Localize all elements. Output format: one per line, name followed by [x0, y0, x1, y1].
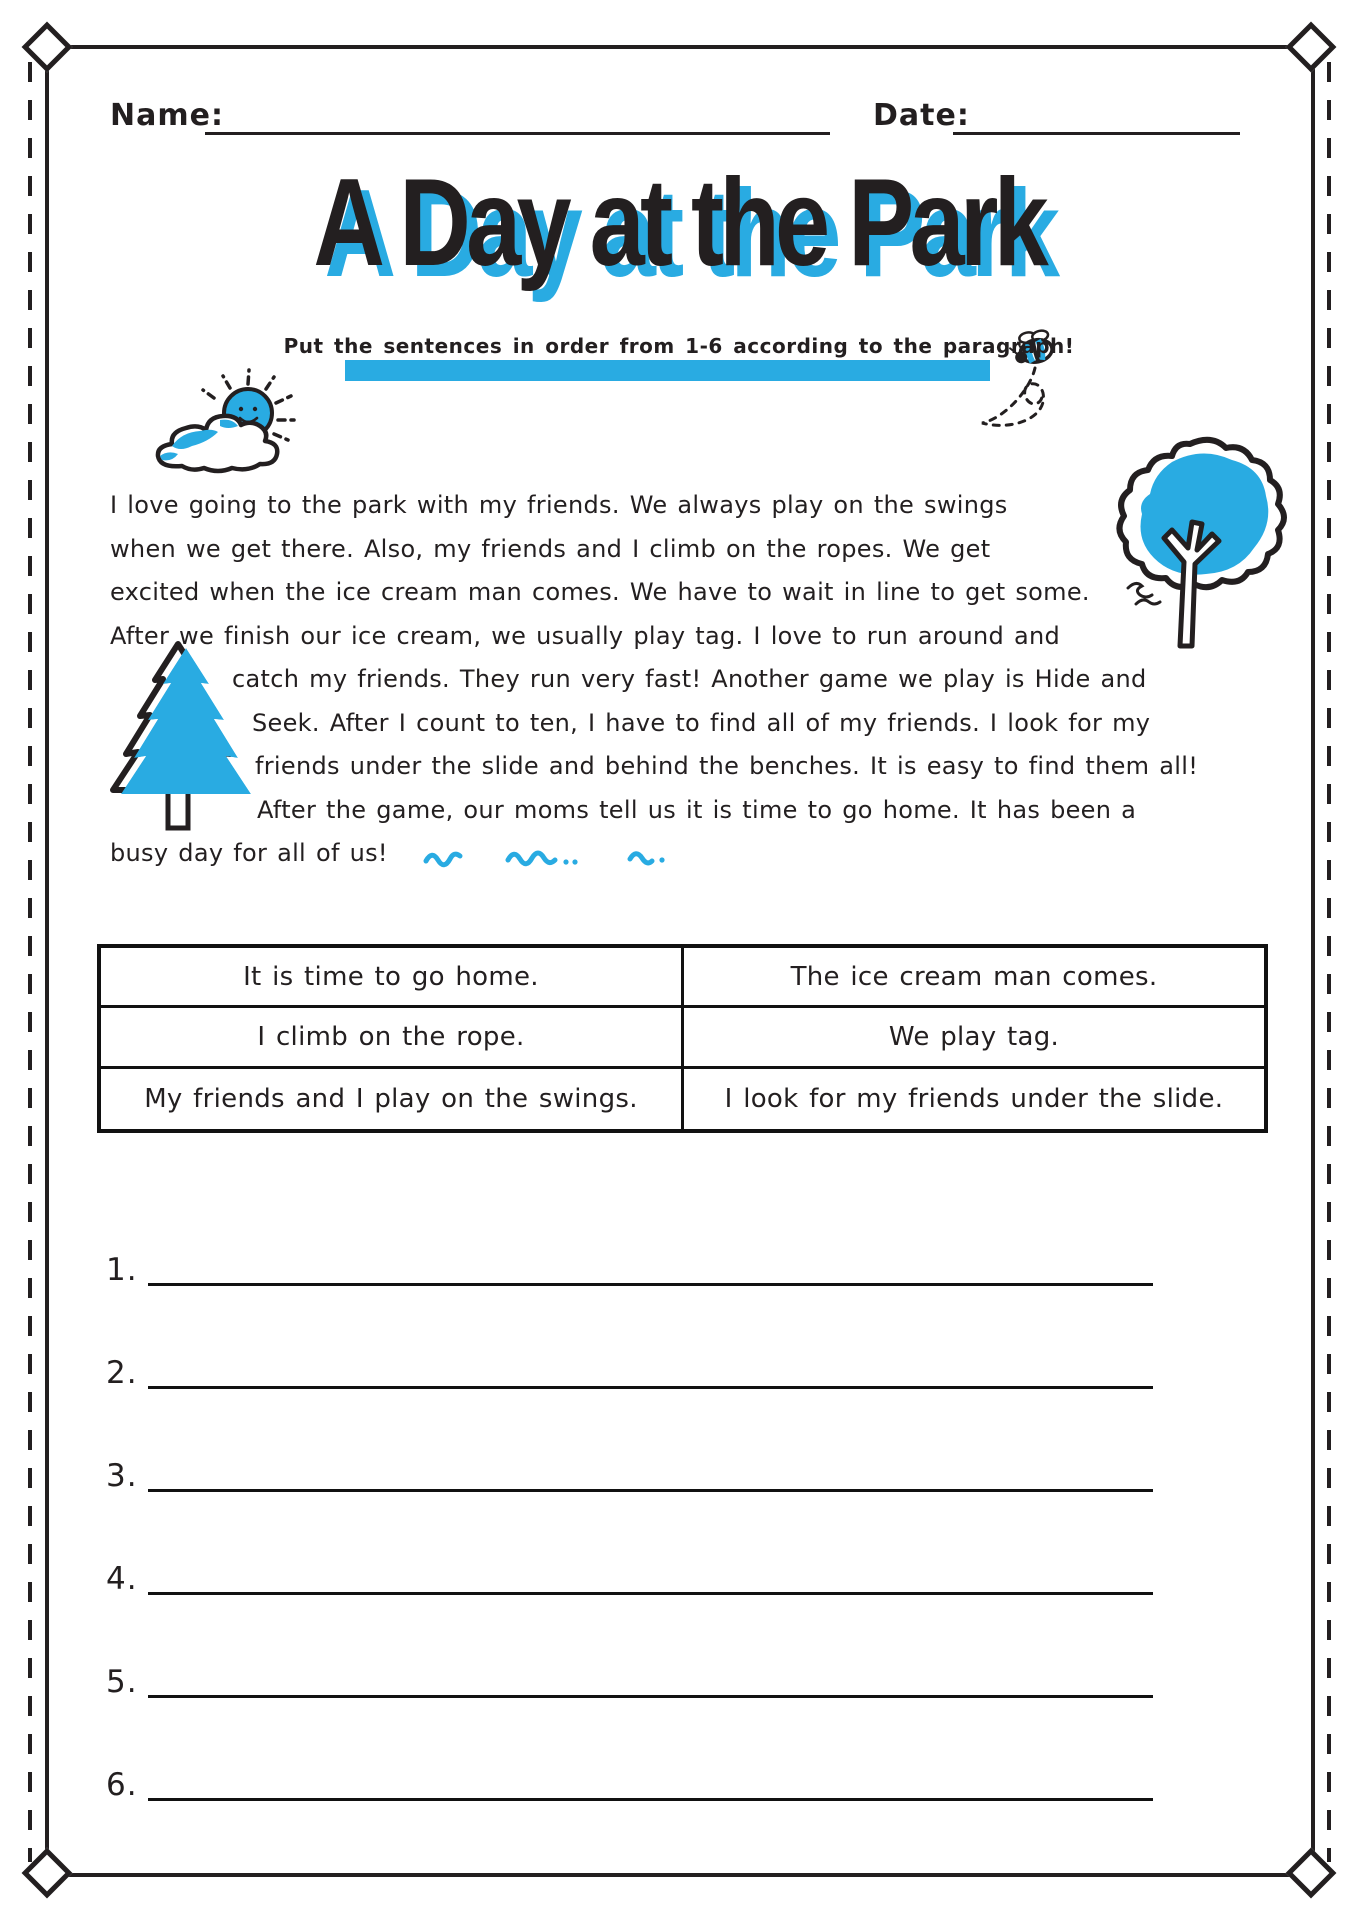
date-label: Date: [873, 98, 970, 133]
table-cell: The ice cream man comes. [684, 948, 1264, 1008]
paragraph-line: Seek. After I count to ten, I have to find all of my friends. I look for my [252, 708, 1151, 737]
answer-number: 4. [106, 1561, 138, 1597]
table-cell: I climb on the rope. [101, 1008, 684, 1068]
name-input-line[interactable] [205, 100, 830, 135]
paragraph-line: catch my friends. They run very fast! Another game we play is Hide and [232, 665, 1147, 693]
paragraph-line: I love going to the park with my friends. We always play on the swings [110, 491, 1008, 519]
answer-number: 1. [106, 1252, 138, 1288]
answer-line-4[interactable] [148, 1582, 1153, 1595]
paragraph-line: After the game, our moms tell us it is time to go home. It has been a [257, 795, 1137, 824]
table-cell: My friends and I play on the swings. [101, 1069, 684, 1129]
right-dashed-border [1327, 62, 1331, 1862]
page-title: A Day at the Park [313, 154, 1045, 292]
left-dashed-border [28, 62, 32, 1862]
answer-line-1[interactable] [148, 1273, 1153, 1286]
answer-line-3[interactable] [148, 1479, 1153, 1492]
paragraph-line: excited when the ice cream man comes. We have to wait in line to get some. [110, 578, 1090, 606]
answer-line-2[interactable] [148, 1376, 1153, 1389]
instruction-text: Put the sentences in order from 1-6 according to the paragraph! [283, 334, 1075, 358]
answer-line-6[interactable] [148, 1788, 1153, 1801]
paragraph-line: busy day for all of us! [110, 839, 388, 867]
table-cell: It is time to go home. [101, 948, 684, 1008]
answer-number: 2. [106, 1355, 138, 1391]
table-cell: I look for my friends under the slide. [724, 1083, 1224, 1114]
date-input-line[interactable] [953, 100, 1240, 135]
answer-number: 3. [106, 1458, 138, 1494]
bee-trail-icon [982, 368, 1043, 425]
name-label: Name: [110, 98, 224, 133]
title-wrap [0, 150, 1358, 296]
answer-number: 6. [106, 1767, 138, 1803]
story-paragraph [110, 484, 1198, 876]
table-cell: We play tag. [684, 1008, 1264, 1068]
sun-cloud-icon [148, 368, 300, 478]
paragraph-line: After we finish our ice cream, we usually play tag. I love to run around and [110, 621, 1061, 650]
paragraph-line: when we get there. Also, my friends and I climb on the ropes. We get [110, 534, 991, 563]
instruction-highlight-bar [345, 360, 990, 381]
sentence-table [97, 944, 1268, 1133]
answer-number: 5. [106, 1664, 138, 1700]
answer-line-5[interactable] [148, 1685, 1153, 1698]
paragraph-line: friends under the slide and behind the benches. It is easy to find them all! [255, 752, 1199, 780]
